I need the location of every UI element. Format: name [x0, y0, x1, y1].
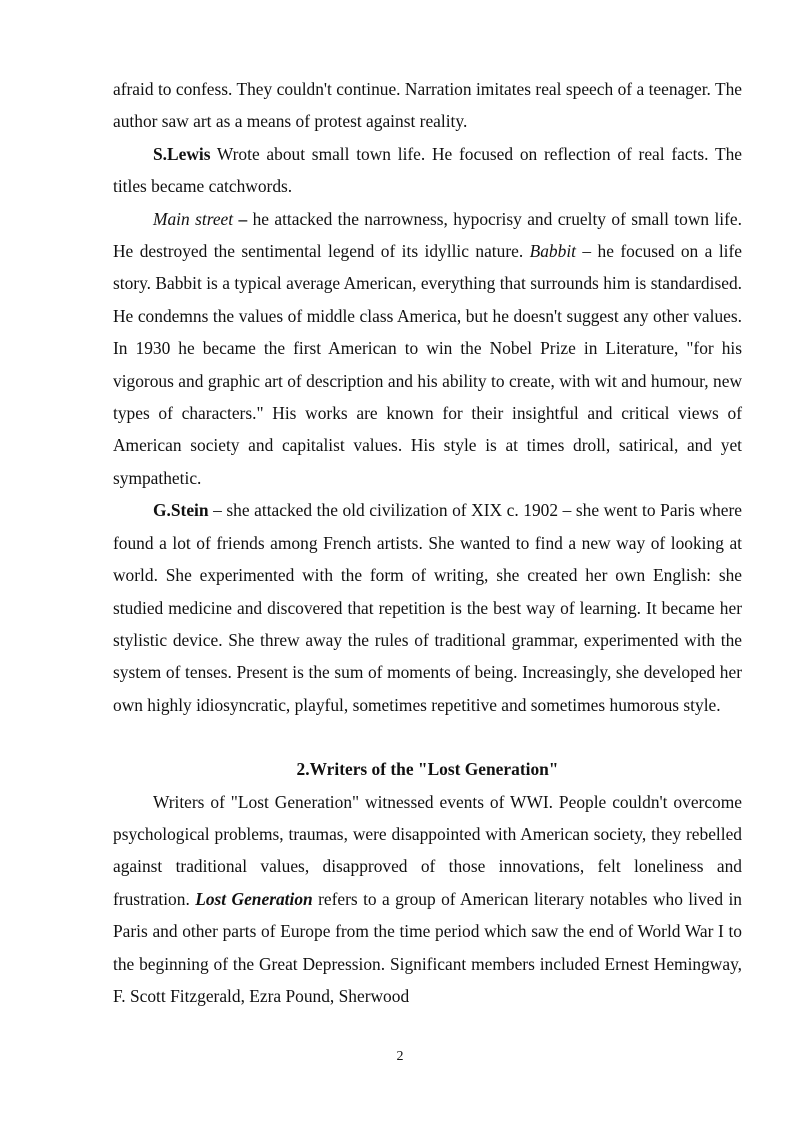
- paragraph-lewis: [113, 138, 742, 203]
- body-text: [113, 73, 742, 1012]
- paragraph-stein: [113, 494, 742, 721]
- paragraph-text: he attacked the narrowness, hypocrisy and cruelty of small town life. He destroyed the sentimental legend of its idyllic nature.: [113, 208, 742, 262]
- section-heading: 2.Writers of the "Lost Generation": [296, 759, 559, 780]
- paragraph-text: – she attacked the old civilization of XIX c. 1902 – she went to Paris where found a lot of friends among French artists. She wanted to find a new way of looking at world. She experimented with the form of writing, she created her own English: she studied medicine and discovered that repetition is the best way of learning. It became her stylistic device. She threw away the rules of traditional grammar, experimented with the system of tenses. Present is the sum of moments of being. Increasingly, she developed her own highly idiosyncratic, playful, sometimes repetitive and sometimes humorous style.: [113, 500, 742, 715]
- author-name-stein: G.Stein: [153, 500, 209, 521]
- book-title-main-street: Main street: [153, 208, 234, 229]
- paragraph-main-street: [113, 203, 742, 495]
- page-number: 2: [396, 1049, 404, 1064]
- paragraph-text: refers to a group of American literary notables who lived in Paris and other parts of Europe from the time period which saw the end of World War I to the beginning of the Great Depression. Significant members included Ernest Hemingway, F. Scott Fitzgerald, Ezra Pound, Sherwood: [113, 888, 742, 1006]
- paragraph-lost-generation: [113, 786, 742, 1013]
- paragraph-continuation: [113, 73, 742, 138]
- paragraph-text: – he focused on a life story. Babbit is a typical average American, everything that surrounds him is standardised. He condemns the values of middle class America, but he doesn't suggest any other values. In 1930 he became the first American to win the Nobel Prize in Literature, "for his vigorous and graphic art of description and his ability to create, with wit and humour, new types of characters." His works are known for their insightful and critical views of American society and capitalist values. His style is at times droll, satirical, and yet sympathetic.: [113, 241, 742, 488]
- paragraph-text: Wrote about small town life. He focused on reflection of real facts. The titles became catchwords.: [113, 143, 742, 197]
- dash-separator: –: [233, 208, 253, 229]
- paragraph-text: afraid to confess. They couldn't continue. Narration imitates real speech of a teenager. The author saw art as a means of protest against reality.: [113, 79, 742, 132]
- book-title-babbit: Babbit: [529, 241, 576, 262]
- paragraph-text: Writers of "Lost Generation" witnessed events of WWI. People couldn't overcome psychological problems, traumas, were disappointed with American society, they rebelled against traditional values, disapproved of those innovations, felt loneliness and frustration.: [113, 791, 742, 909]
- term-lost-generation: Lost Generation: [195, 888, 313, 909]
- author-name-lewis: S.Lewis: [153, 143, 211, 164]
